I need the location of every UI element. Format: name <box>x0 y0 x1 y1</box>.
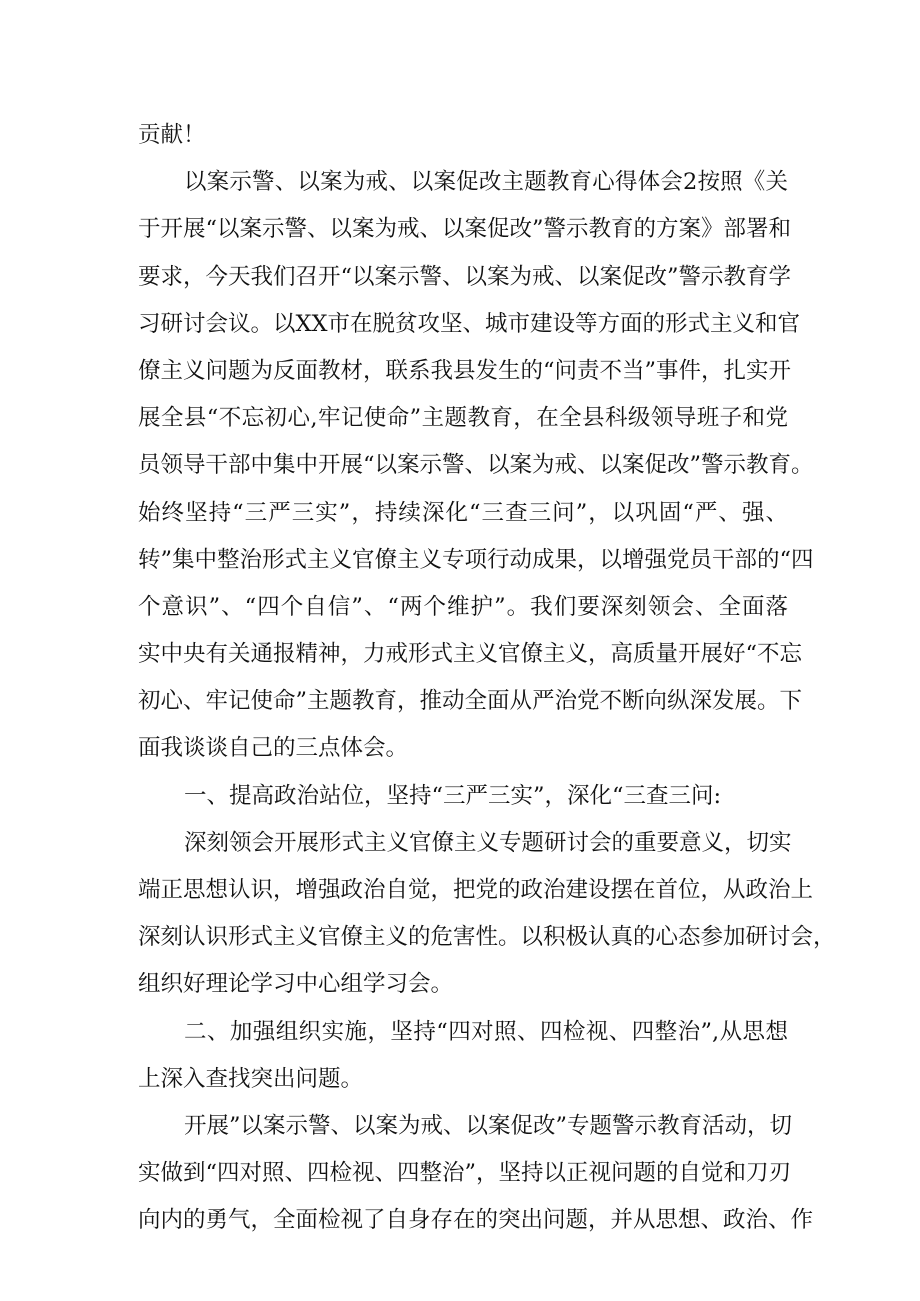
text-line: 于开展“以案示警、以案为戒、以案促改”警示教育的方案》部署和 <box>138 216 792 243</box>
text-line: 实中央有关通报精神，力戒形式主义官僚主义，高质量开展好“不忘 <box>138 641 803 668</box>
text-line: 开展”以案示警、以案为戒、以案促改”专题警示教育活动，切 <box>184 1112 793 1139</box>
text-line: 始终坚持“三严三实”，持续深化“三查三问”，以巩固“严、强、 <box>138 499 788 526</box>
text-line: 僚主义问题为反面教材，联系我县发生的“问责不当”事件，扎实开 <box>138 357 792 384</box>
text-line: 初心、牢记使命”主题教育，推动全面从严治党不断向纵深发展。下 <box>138 688 803 715</box>
text-line: 实做到“四对照、四检视、四整治”，坚持以正视问题的自觉和刀刃 <box>138 1160 792 1187</box>
document-body <box>138 112 836 1245</box>
text-line: 面我谈谈自己的三点体会。 <box>138 735 409 762</box>
text-line: 习研讨会议。以XX市在脱贫攻坚、城市建设等方面的形式主义和官 <box>138 310 801 337</box>
text-line: 员领导干部中集中开展“以案示警、以案为戒、以案促改”警示教育。 <box>138 452 814 479</box>
text-line: 上深入查找突出问题。 <box>138 1065 364 1092</box>
section-heading-1: 一、提高政治站位，坚持“三严三实”，深化“三查三问: <box>184 782 722 809</box>
text-line: 向内的勇气，全面检视了自身存在的突出问题，并从思想、政治、作 <box>138 1207 814 1234</box>
section-heading-2: 二、加强组织实施，坚持“四对照、四检视、四整治”,从思想 <box>184 1018 788 1045</box>
text-line: 深刻认识形式主义官僚主义的危害性。以积极认真的心态参加研讨会， <box>138 924 836 951</box>
text-line: 转”集中整治形式主义官僚主义专项行动成果，以增强党员干部的“四 <box>138 546 814 573</box>
text-line: 深刻领会开展形式主义官僚主义专题研讨会的重要意义，切实 <box>184 829 792 856</box>
text-line: 端正思想认识，增强政治自觉，把党的政治建设摆在首位，从政治上 <box>138 877 814 903</box>
text-line: 展全县“不忘初心,牢记使命”主题教育，在全县科级领导班子和党 <box>138 405 788 432</box>
text-line: 组织好理论学习中心组学习会。 <box>138 971 454 998</box>
text-line: 要求，今天我们召开“以案示警、以案为戒、以案促改”警示教育学 <box>138 263 792 290</box>
text-line: 个意识”、“四个自信”、“两个维护”。我们要深刻领会、全面落 <box>138 593 788 620</box>
text-line: 以案示警、以案为戒、以案促改主题教育心得体会2按照《关 <box>184 169 788 196</box>
text-line: 贡献！ <box>138 122 206 148</box>
